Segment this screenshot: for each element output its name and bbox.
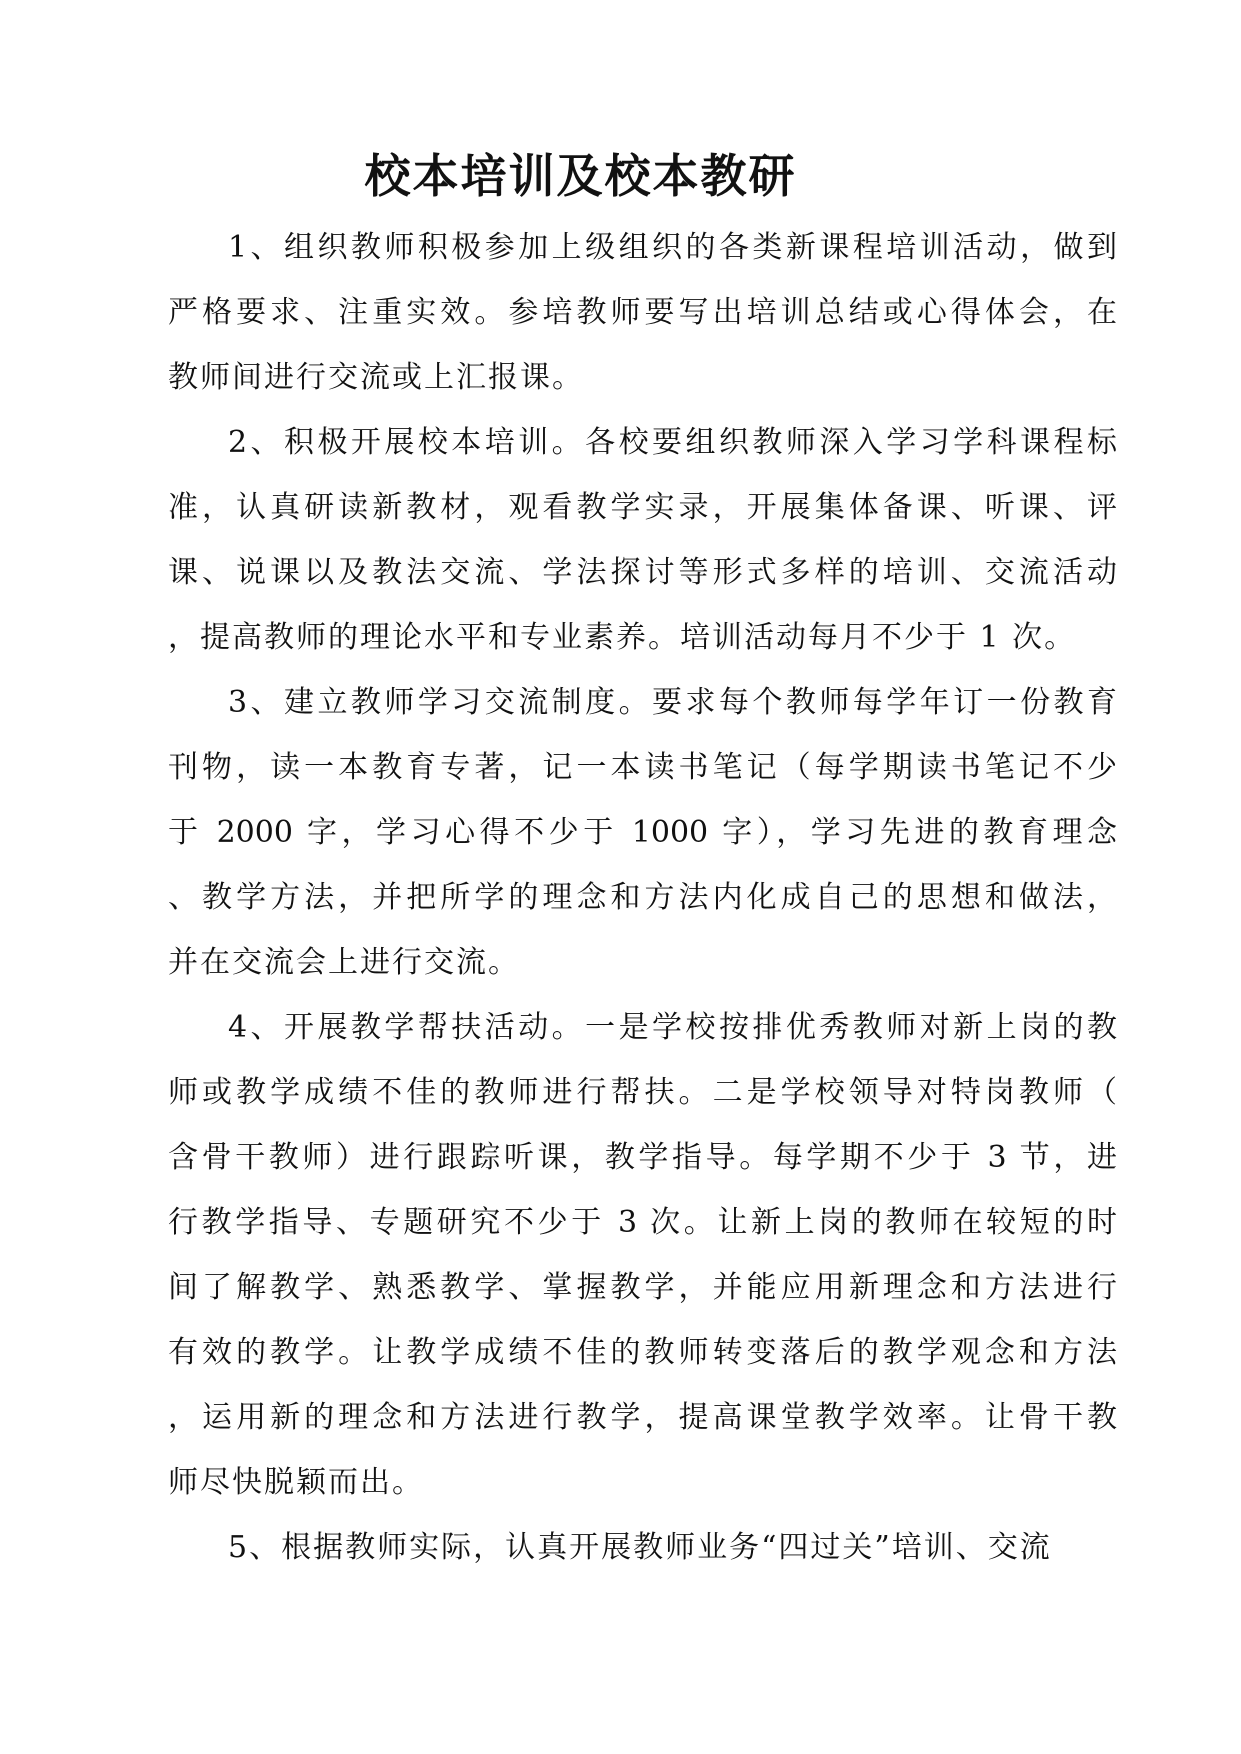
text-line: 1、组织教师积极参加上级组织的各类新课程培训活动，做到: [228, 230, 1117, 265]
text-line: 师或教学成绩不佳的教师进行帮扶。二是学校领导对特岗教师（: [168, 1075, 1117, 1110]
text-line: 师尽快脱颖而出。: [168, 1465, 424, 1500]
paragraph-1: [168, 215, 1117, 410]
text-line: 间了解教学、熟悉教学、掌握教学，并能应用新理念和方法进行: [168, 1270, 1117, 1305]
text-line: 并在交流会上进行交流。: [168, 945, 520, 980]
text-line: 有效的教学。让教学成绩不佳的教师转变落后的教学观念和方法: [168, 1335, 1117, 1370]
text-line: 、教学方法，并把所学的理念和方法内化成自己的思想和做法，: [168, 880, 1117, 915]
text-line: 2、积极开展校本培训。各校要组织教师深入学习学科课程标: [228, 425, 1117, 460]
text-line: 4、开展教学帮扶活动。一是学校按排优秀教师对新上岗的教: [228, 1010, 1117, 1045]
document-body: [168, 215, 1117, 1580]
document-content: [168, 150, 1117, 1580]
text-line: 严格要求、注重实效。参培教师要写出培训总结或心得体会，在: [168, 295, 1117, 330]
paragraph-2: [168, 410, 1117, 670]
text-line: 课、说课以及教法交流、学法探讨等形式多样的培训、交流活动: [168, 555, 1117, 590]
text-line: 准，认真研读新教材，观看教学实录，开展集体备课、听课、评: [168, 490, 1117, 525]
text-line: 刊物，读一本教育专著，记一本读书笔记（每学期读书笔记不少: [168, 750, 1117, 785]
text-line: 行教学指导、专题研究不少于 3 次。让新上岗的教师在较短的时: [168, 1205, 1117, 1240]
text-line: 3、建立教师学习交流制度。要求每个教师每学年订一份教育: [228, 685, 1117, 720]
text-line: 含骨干教师）进行跟踪听课，教学指导。每学期不少于 3 节，进: [168, 1140, 1117, 1175]
text-line: 5、根据教师实际，认真开展教师业务“四过关”培训、交流: [228, 1530, 1052, 1565]
text-line: 于 2000 字，学习心得不少于 1000 字），学习先进的教育理念: [168, 815, 1117, 850]
text-line: ，运用新的理念和方法进行教学，提高课堂教学效率。让骨干教: [168, 1400, 1117, 1435]
paragraph-5: [168, 1515, 1117, 1580]
paragraph-3: [168, 670, 1117, 995]
text-line: 教师间进行交流或上汇报课。: [168, 360, 584, 395]
document-title: 校本培训及校本教研: [364, 149, 797, 203]
paragraph-4: [168, 995, 1117, 1515]
text-line: ，提高教师的理论水平和专业素养。培训活动每月不少于 1 次。: [168, 620, 1077, 655]
